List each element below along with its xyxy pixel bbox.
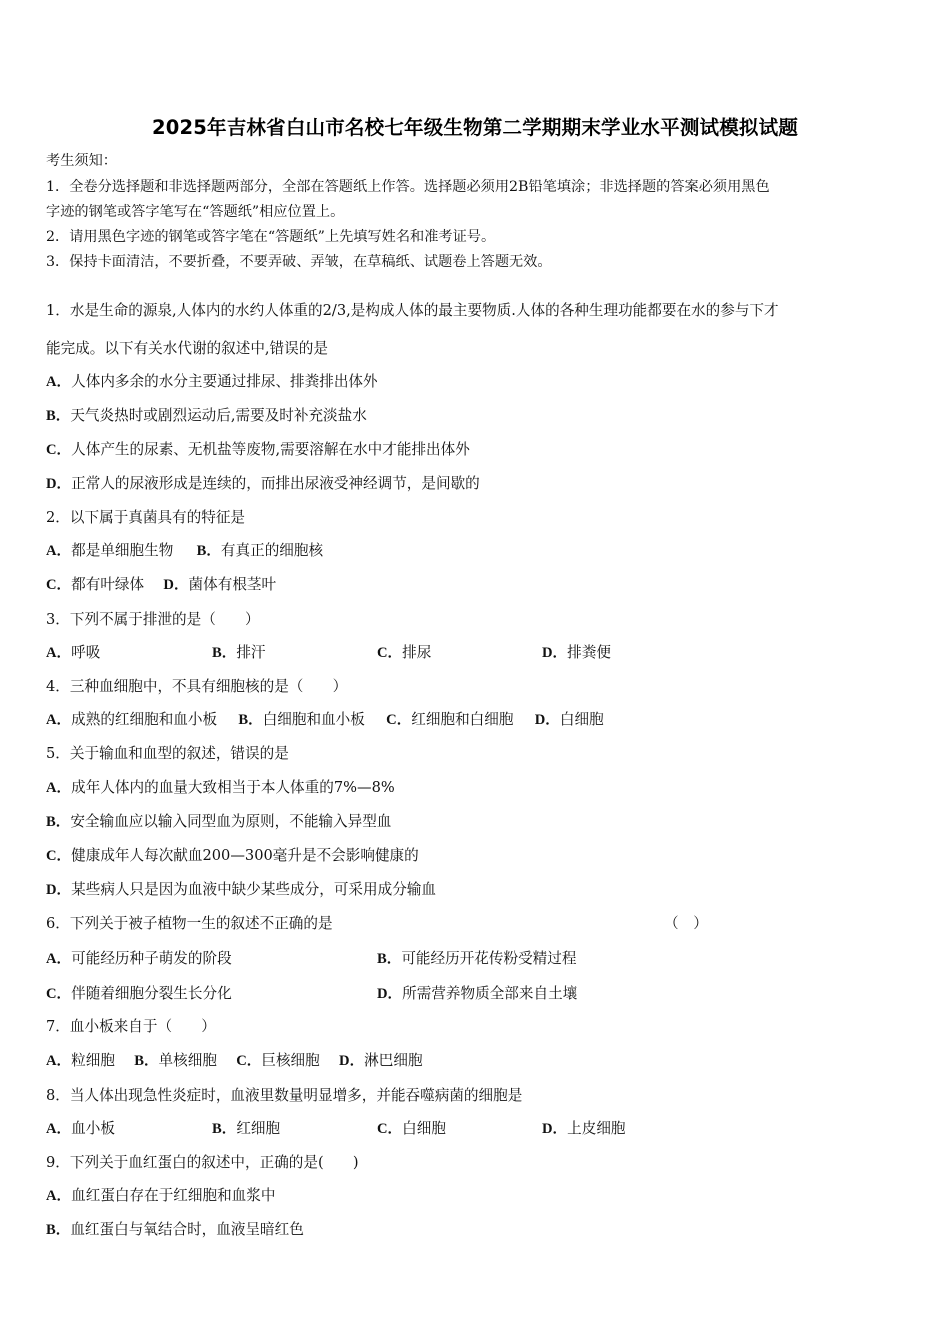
option-text: 有真正的细胞核 [220,542,324,559]
question-stem: 8．当人体出现急性炎症时，血液里数量明显增多，并能吞噬病菌的细胞是 [46,1087,523,1104]
question-stem: 2．以下属于真菌具有的特征是 [46,509,246,526]
option-label: C． [46,442,72,458]
option-label: A． [46,374,72,390]
option [377,984,577,1004]
option-label: A． [46,712,72,728]
notice-item: 1．全卷分选择题和非选择题两部分，全部在答题纸上作答。选择题必须用2B铅笔填涂；非选择题的答案必须用黑色 [46,179,770,195]
option-text: 可能经历开花传粉受精过程 [401,950,577,967]
question-stem: 3．下列不属于排泄的是（ ） [46,611,260,628]
option-text: 成熟的红细胞和血小板 [71,711,218,728]
option-text: 白细胞 [559,711,604,728]
option-row [46,575,276,595]
option [46,949,232,969]
option [46,474,480,494]
option-text: 呼吸 [71,644,101,661]
option-label: D． [46,882,72,898]
notice-item: 2．请用黑色字迹的钢笔或答字笔在“答题纸”上先填写姓名和准考证号。 [46,229,496,245]
option-label: D． [339,1053,365,1069]
option-label: B． [196,543,221,559]
option-label: D． [542,1121,568,1137]
option-text: 安全输血应以输入同型血为原则，不能输入异型血 [70,813,392,830]
option-label: D． [377,986,403,1002]
option-text: 正常人的尿液形成是连续的，而排出尿液受神经调节，是间歇的 [71,475,480,492]
option-label: B． [134,1053,159,1069]
option [212,1119,280,1139]
question-stem: 能完成。以下有关水代谢的叙述中,错误的是 [46,340,328,357]
option [377,949,576,969]
option [46,406,367,426]
option-text: 巨核细胞 [261,1052,320,1069]
option-text: 血红蛋白与氧结合时，血液呈暗红色 [70,1221,304,1238]
option [46,1220,304,1240]
option-row [46,710,604,730]
option-text: 伴随着细胞分裂生长分化 [71,985,232,1002]
option-text: 天气炎热时或剧烈运动后,需要及时补充淡盐水 [70,407,367,424]
option-label: C． [46,577,72,593]
option-text: 所需营养物质全部来自土壤 [402,985,578,1002]
option-label: C． [386,712,412,728]
answer-bracket: （ ） [664,915,708,932]
option-row [46,541,323,561]
option-text: 白细胞 [402,1120,446,1137]
notice-heading: 考生须知： [46,153,117,169]
option-text: 白细胞和血小板 [262,711,365,728]
option-text: 排汗 [236,644,266,661]
option-text: 都是单细胞生物 [71,542,174,559]
option-text: 某些病人只是因为血液中缺少某些成分，可采用成分输血 [71,881,436,898]
option-text: 人体产生的尿素、无机盐等废物,需要溶解在水中才能排出体外 [71,441,470,458]
option [46,846,419,866]
option-text: 健康成年人每次献血200—300毫升是不会影响健康的 [71,847,419,864]
option-label: D． [534,712,560,728]
option-label: D． [542,645,568,661]
option [542,643,611,663]
notice-item: 3．保持卡面清洁，不要折叠，不要弄破、弄皱，在草稿纸、试题卷上答题无效。 [46,254,552,270]
option-text: 血小板 [71,1120,115,1137]
option [46,880,436,900]
option [377,643,431,663]
option-text: 上皮细胞 [567,1120,626,1137]
option-text: 血红蛋白存在于红细胞和血浆中 [71,1187,276,1204]
option-text: 红细胞和白细胞 [411,711,514,728]
option [46,778,395,798]
notice-item: 字迹的钢笔或答字笔写在“答题纸”相应位置上。 [46,204,345,220]
option [542,1119,626,1139]
option [46,812,391,832]
option-label: A． [46,543,72,559]
option-label: B． [46,1222,71,1238]
option-label: D． [46,476,72,492]
option-label: C． [377,1121,403,1137]
option-label: B． [212,1121,237,1137]
option-row [46,1051,423,1071]
option-text: 淋巴细胞 [364,1052,423,1069]
question-stem: 4．三种血细胞中，不具有细胞核的是（ ） [46,678,348,695]
option [46,1186,275,1206]
option [46,1119,115,1139]
option-label: B． [212,645,237,661]
option-text: 都有叶绿体 [71,576,145,593]
option [46,984,232,1004]
option [377,1119,446,1139]
option [46,440,470,460]
option-label: C． [236,1053,262,1069]
question-stem: 1．水是生命的源泉,人体内的水约人体重的2/3,是构成人体的最主要物质.人体的各种生理功能都要在水的参与下才 [46,302,779,319]
option-text: 红细胞 [236,1120,281,1137]
option-text: 菌体有根茎叶 [188,576,277,593]
option-text: 单核细胞 [158,1052,217,1069]
option-text: 排粪便 [567,644,611,661]
question-stem: 5．关于输血和血型的叙述，错误的是 [46,745,289,762]
option-label: A． [46,780,72,796]
option-label: A． [46,1053,72,1069]
option-text: 粒细胞 [71,1052,115,1069]
option-label: C． [377,645,403,661]
option-label: D． [163,577,189,593]
option-label: B． [238,712,263,728]
option-label: A． [46,1188,72,1204]
option-label: A． [46,645,72,661]
option-text: 排尿 [402,644,432,661]
question-stem: 7．血小板来自于（ ） [46,1018,216,1035]
option-label: C． [46,848,72,864]
option [46,643,100,663]
option-label: A． [46,1121,72,1137]
option-label: B． [377,951,402,967]
option-label: C． [46,986,72,1002]
page-title: 2025年吉林省白山市名校七年级生物第二学期期末学业水平测试模拟试题 [151,116,799,139]
question-stem: 9．下列关于血红蛋白的叙述中，正确的是( ) [46,1154,359,1171]
question-stem: 6．下列关于被子植物一生的叙述不正确的是 [46,915,333,932]
option-text: 成年人体内的血量大致相当于本人体重的7%—8% [71,779,395,796]
option-text: 可能经历种子萌发的阶段 [71,950,232,967]
option-label: B． [46,408,71,424]
option-label: B． [46,814,71,830]
option-label: A． [46,951,72,967]
option [212,643,266,663]
option [46,372,378,392]
option-text: 人体内多余的水分主要通过排尿、排粪排出体外 [71,373,378,390]
